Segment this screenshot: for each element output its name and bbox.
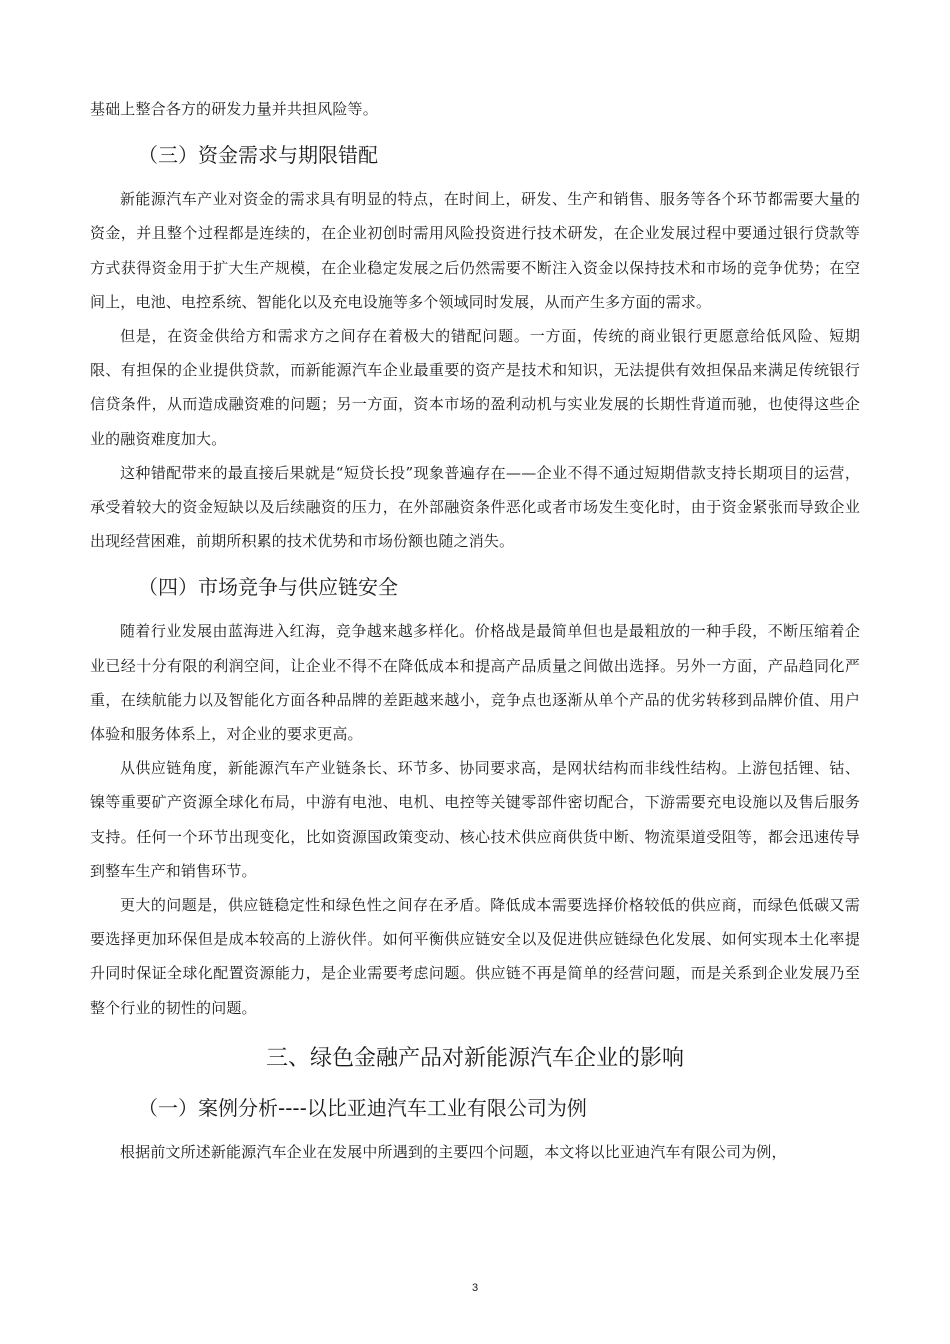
paragraph-supply-demand-mismatch: 但是，在资金供给方和需求方之间存在着极大的错配问题。一方面，传统的商业银行更愿意给低风险、短期限、有担保的企业提供贷款，而新能源汽车企业最重要的资产是技术和知识，无法提供有效担保品来满足传统银行信贷条件，从而造成融资难的问题；另一方面，资本市场的盈利动机与实业发展的长期性背道而驰，也使得这些企业的融资难度加大。	[90, 327, 860, 448]
document-body	[90, 92, 860, 1169]
heading-market-supply-chain: （四）市场竞争与供应链安全	[138, 575, 398, 600]
heading-section-three: 三、绿色金融产品对新能源汽车企业的影响	[265, 1045, 684, 1071]
paragraph-supply-chain-conflict: 更大的问题是，供应链稳定性和绿色性之间存在矛盾。降低成本需要选择价格较低的供应商，而绿色低碳又需要选择更加环保但是成本较高的上游伙伴。如何平衡供应链安全以及促进供应链绿色化发展、如何实现本土化率提升同时保证全球化配置资源能力，是企业需要考虑问题。供应链不再是简单的经营问题，而是关系到企业发展乃至整个行业的韧性的问题。	[90, 896, 860, 1017]
heading-funding-mismatch: （三）资金需求与期限错配	[138, 143, 378, 168]
paragraph-market-competition: 随着行业发展由蓝海进入红海，竞争越来越多样化。价格战是最简单但也是最粗放的一种手段，不断压缩着企业已经十分有限的利润空间，让企业不得不在降低成本和提高产品质量之间做出选择。另外一方面，产品趋同化严重，在续航能力以及智能化方面各种品牌的差距越来越小，竞争点也逐渐从单个产品的优劣转移到品牌价值、用户体验和服务体系上，对企业的要求更高。	[90, 622, 860, 744]
paragraph-short-loan-long-invest: 这种错配带来的最直接后果就是“短贷长投”现象普遍存在——企业不得不通过短期借款支持长期项目的运营，承受着较大的资金短缺以及后续融资的压力，在外部融资条件恶化或者市场发生变化时，由于资金紧张而导致企业出现经营困难，前期所积累的技术优势和市场份额也随之消失。	[90, 463, 860, 551]
heading-case-study: （一）案例分析----以比亚迪汽车工业有限公司为例	[138, 1095, 587, 1120]
paragraph-case-intro: 根据前文所述新能源汽车企业在发展中所遇到的主要四个问题，本文将以比亚迪汽车有限公司为例，	[120, 1142, 787, 1161]
paragraph-supply-chain-structure: 从供应链角度，新能源汽车产业链条长、环节多、协同要求高，是网状结构而非线性结构。上游包括锂、钴、镍等重要矿产资源全球化布局，中游有电池、电机、电控等关键零部件密切配合，下游需要充电设施以及售后服务支持。任何一个环节出现变化，比如资源国政策变动、核心技术供应商供货中断、物流渠道受阻等，都会迅速传导到整车生产和销售环节。	[90, 759, 860, 880]
paragraph-continuation: 基础上整合各方的研发力量并共担风险等。	[90, 100, 378, 118]
page-number: 3	[471, 1282, 479, 1294]
paragraph-funding-demand: 新能源汽车产业对资金的需求具有明显的特点，在时间上，研发、生产和销售、服务等各个环节都需要大量的资金，并且整个过程都是连续的，在企业初创时需用风险投资进行技术研发，在企业发展过程中要通过银行贷款等方式获得资金用于扩大生产规模，在企业稳定发展之后仍然需要不断注入资金以保持技术和市场的竞争优势；在空间上，电池、电控系统、智能化以及充电设施等多个领域同时发展，从而产生多方面的需求。	[90, 190, 860, 311]
